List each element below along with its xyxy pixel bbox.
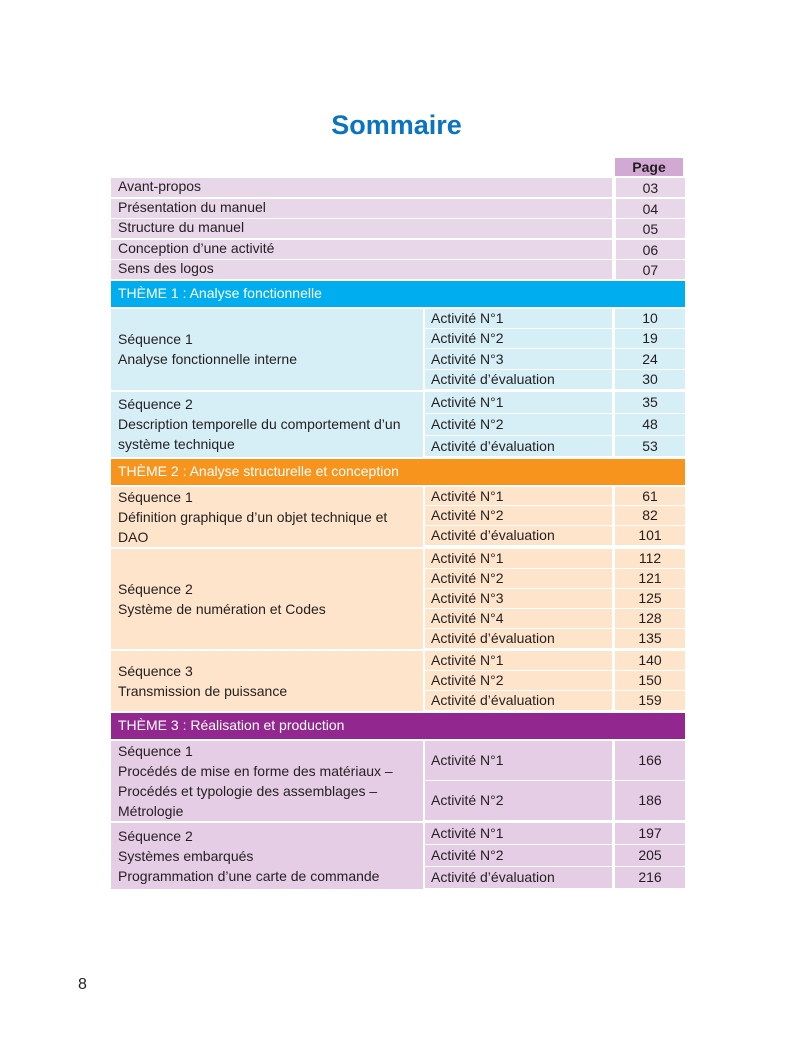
activity-row	[425, 436, 685, 456]
table-of-contents	[111, 158, 685, 891]
toc-row	[111, 178, 685, 197]
activity-page: 61	[615, 487, 685, 505]
activity-name: Activité N°2	[425, 506, 612, 525]
sequence-line: Procédés de mise en forme des matériaux –	[118, 762, 393, 779]
page-number: 8	[78, 976, 87, 993]
activity-page: 159	[615, 691, 685, 710]
activity-row	[425, 349, 685, 369]
toc-row	[111, 219, 685, 238]
activity-name: Activité N°1	[425, 651, 612, 670]
activity-name: Activité N°1	[425, 549, 612, 568]
sequence-line: Procédés et typologie des assemblages –	[118, 782, 378, 799]
entry-page: 06	[616, 240, 685, 259]
activity-name: Activité d’évaluation	[425, 436, 612, 456]
activity-row	[425, 671, 685, 690]
entry-page: 04	[616, 199, 685, 218]
sequence-line: Systèmes embarqués	[118, 847, 254, 864]
activity-list	[425, 823, 685, 889]
sequence-block	[111, 309, 685, 390]
sequence-line: Description temporelle du comportement d’un	[118, 416, 401, 433]
activity-list	[425, 549, 685, 649]
sequence-label	[111, 823, 423, 889]
activity-row	[425, 823, 685, 844]
theme-header: THÈME 2 : Analyse structurelle et conception	[111, 459, 685, 485]
activity-row	[425, 629, 685, 648]
sequence-line: Métrologie	[118, 802, 184, 819]
activity-row	[425, 370, 685, 389]
intro-section	[111, 178, 685, 279]
activity-page: 53	[615, 436, 685, 456]
activity-name: Activité N°4	[425, 609, 612, 628]
activity-name: Activité N°1	[425, 309, 612, 328]
activity-name: Activité d’évaluation	[425, 867, 612, 888]
activity-name: Activité N°2	[425, 569, 612, 588]
sequence-line: Séquence 2	[118, 827, 193, 844]
activity-name: Activité N°1	[425, 487, 612, 505]
activity-row	[425, 392, 685, 413]
activity-name: Activité d’évaluation	[425, 691, 612, 710]
sequence-label	[111, 549, 423, 649]
activity-name: Activité N°3	[425, 589, 612, 608]
activity-page: 166	[615, 741, 685, 780]
activity-name: Activité N°3	[425, 349, 612, 369]
activity-row	[425, 329, 685, 348]
activity-page: 30	[615, 370, 685, 389]
activity-row	[425, 651, 685, 670]
activity-page: 216	[615, 867, 685, 888]
activity-row	[425, 526, 685, 545]
sequence-block	[111, 392, 685, 457]
entry-label: Conception d’une activité	[111, 240, 612, 259]
sequence-line: Transmission de puissance	[118, 682, 288, 699]
entry-label: Présentation du manuel	[111, 199, 612, 218]
entry-label: Sens des logos	[111, 260, 612, 279]
activity-name: Activité N°1	[425, 392, 612, 413]
sequence-line: Séquence 3	[118, 662, 193, 679]
sequence-block	[111, 487, 685, 547]
sequence-label	[111, 741, 423, 821]
activity-page: 205	[615, 845, 685, 866]
activity-name: Activité N°1	[425, 741, 612, 780]
sequence-block	[111, 741, 685, 821]
page-column-header: Page	[615, 158, 683, 176]
activity-name: Activité N°2	[425, 414, 612, 435]
activity-name: Activité N°2	[425, 329, 612, 348]
activity-row	[425, 549, 685, 568]
sequence-line: Définition graphique d’un objet technique et	[118, 508, 388, 525]
entry-label: Structure du manuel	[111, 219, 612, 238]
activity-page: 82	[615, 506, 685, 525]
sequence-line: Séquence 1	[118, 742, 193, 759]
theme-header: THÈME 3 : Réalisation et production	[111, 713, 685, 739]
activity-name: Activité N°1	[425, 823, 612, 844]
activity-row	[425, 609, 685, 628]
activity-list	[425, 487, 685, 547]
sequence-line: système technique	[118, 436, 235, 453]
sequence-line: Programmation d’une carte de commande	[118, 867, 380, 884]
activity-page: 10	[615, 309, 685, 328]
sequence-line: Analyse fonctionnelle interne	[118, 351, 298, 368]
sequence-line: Séquence 2	[118, 580, 193, 597]
activity-name: Activité d’évaluation	[425, 526, 612, 545]
activity-list	[425, 309, 685, 390]
activity-page: 112	[615, 549, 685, 568]
activity-page: 24	[615, 349, 685, 369]
activity-page: 125	[615, 589, 685, 608]
activity-page: 19	[615, 329, 685, 348]
activity-name: Activité d’évaluation	[425, 629, 612, 648]
sequence-line: Séquence 1	[118, 488, 193, 505]
sequence-line: Système de numération et Codes	[118, 600, 326, 617]
toc-row	[111, 240, 685, 259]
page-title: Sommaire	[331, 110, 462, 140]
activity-row	[425, 589, 685, 608]
activity-row	[425, 569, 685, 588]
activity-list	[425, 741, 685, 821]
sequence-block	[111, 549, 685, 649]
activity-name: Activité N°2	[425, 781, 612, 820]
entry-page: 05	[616, 219, 685, 238]
activity-name: Activité N°2	[425, 671, 612, 690]
sequence-label	[111, 309, 423, 390]
entry-page: 07	[616, 260, 685, 279]
entry-label: Avant-propos	[111, 178, 612, 197]
theme-header: THÈME 1 : Analyse fonctionnelle	[111, 281, 685, 307]
activity-page: 48	[615, 414, 685, 435]
entry-page: 03	[616, 178, 685, 197]
sequence-label	[111, 392, 423, 457]
themes-section	[111, 281, 685, 889]
activity-row	[425, 309, 685, 328]
sequence-line: DAO	[118, 528, 149, 545]
activity-page: 186	[615, 781, 685, 820]
activity-page: 150	[615, 671, 685, 690]
activity-name: Activité N°2	[425, 845, 612, 866]
sequence-block	[111, 823, 685, 889]
activity-page: 101	[615, 526, 685, 545]
activity-row	[425, 867, 685, 888]
activity-row	[425, 487, 685, 505]
activity-page: 140	[615, 651, 685, 670]
activity-row	[425, 691, 685, 710]
toc-row	[111, 199, 685, 218]
activity-page: 121	[615, 569, 685, 588]
activity-page: 128	[615, 609, 685, 628]
activity-row	[425, 506, 685, 525]
activity-page: 135	[615, 629, 685, 648]
sequence-block	[111, 651, 685, 711]
activity-page: 35	[615, 392, 685, 413]
toc-row	[111, 260, 685, 279]
activity-list	[425, 651, 685, 711]
sequence-line: Séquence 2	[118, 396, 193, 413]
activity-row	[425, 845, 685, 866]
activity-row	[425, 781, 685, 820]
sequence-line: Séquence 1	[118, 331, 193, 348]
activity-page: 197	[615, 823, 685, 844]
activity-list	[425, 392, 685, 457]
sequence-label	[111, 487, 423, 547]
activity-name: Activité d’évaluation	[425, 370, 612, 389]
activity-row	[425, 741, 685, 780]
sequence-label	[111, 651, 423, 711]
activity-row	[425, 414, 685, 435]
